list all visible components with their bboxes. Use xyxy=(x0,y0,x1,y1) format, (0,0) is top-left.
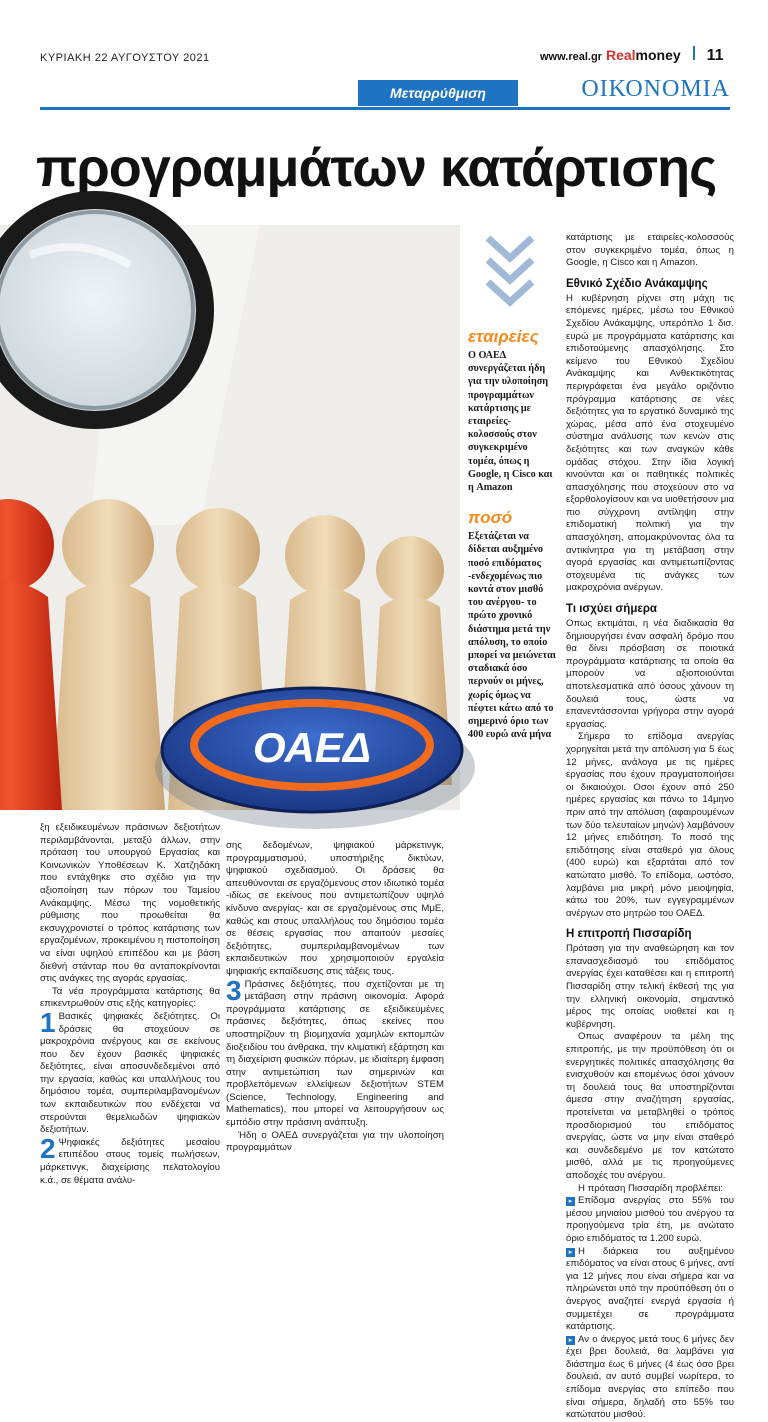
chevron-down-icon xyxy=(484,232,536,312)
paragraph: κατάρτισης με εταιρείες-κολοσσούς στον συγκεκριμένο τομέα, όπως η Google, η Cisco και η Amazon. xyxy=(566,232,734,269)
item-text: Πράσινες δεξιότητες, που σχετίζονται με τη μετάβαση στην πράσινη οικονομία. Αφορά προγράμματα κατάρτισης σε εξειδικευμένες πράσινες δεξιότητες, όπως εκείνες που υποστηρίζουν τη βιομηχανία χαμηλών εκπομπών διοξειδίου του άνθρακα, την κλιματική εξάρτηση και τη διαχείριση φυσικών πόρων, με ιδιαίτερη έμφαση στην αντιμετώπιση των σημερινών και προβλεπόμενων ελλείψεων δεξιοτήτων STEM (Science, Technology, Engineering and Mathematics), που μπορεί να λειτουργήσουν ως εμπόδιο στην πράσινη ανάπτυξη. xyxy=(226,978,444,1129)
section-rule xyxy=(40,107,730,110)
paragraph: Ήδη ο ΟΑΕΔ συνεργάζεται για την υλοποίηση προγραμμάτων xyxy=(226,1129,444,1154)
paragraph: Πρόταση για την αναθεώρηση και τον επανασχεδιασμό του επιδόματος ανεργίας έχει καταθέσει και η επιτροπή Πισσαρίδη στην τελική έκθεσή της για την ελληνική οικονομία, σημαντικό μέρος της οποίας υιοθετεί και η κυβέρνηση. xyxy=(566,943,734,1030)
paragraph: ξη εξειδικευμένων πράσινων δεξιοτήτων περιλαμβάνονται, μεταξύ άλλων, στην πρόταση του υπουργού Εργασίας και Κοινωνικών Υποθέσεων Κ. Χατζηδάκη που εντάχθηκε στο σχέδιο για την αξιοποίηση των πόρων του Ταμείου Ανάκαμψης. Μέσω της νομοθετικής ρύθμισης που προωθείται θα εκσυγχρονιστεί ο τρόπος κατάρτισης των εργαζομένων, προκειμένου η πιστοποίηση να είναι υψηλού επιπέδου και με βάση διεθνή στάνταρ που θα ανταποκρίνονται στις ανάγκες της αγοράς εργασίας. xyxy=(40,822,220,985)
numbered-item xyxy=(40,1006,220,1137)
callout-heading-amount: ποσό xyxy=(468,508,513,528)
item-text: Ψηφιακές δεξιότητες μεσαίου επιπέδου στους τομείς πωλήσεων, μάρκετινγκ, διαχείρισης πελατολογίου κ.ά., σε θέματα ανάλυ- xyxy=(40,1136,220,1186)
wooden-figure xyxy=(52,499,165,810)
brand-logo-money: money xyxy=(635,47,681,63)
callout-heading-companies: εταιρείες xyxy=(468,327,539,346)
numbered-item xyxy=(40,1132,220,1187)
magnifier-icon xyxy=(0,200,205,420)
site-url[interactable]: www.real.gr xyxy=(540,51,602,63)
numbered-item xyxy=(226,974,444,1130)
item-number: 2 xyxy=(40,1132,56,1164)
item-number: 1 xyxy=(40,1006,56,1038)
item-number: 3 xyxy=(226,974,242,1006)
bullet-text: Επίδομα ανεργίας στο 55% του μέσου μηνιαίου μισθού του ανέργου τα προηγούμενα τρία έτη, με ανώτατο όριο επιδόματος τα 1.200 ευρώ. xyxy=(566,1195,734,1244)
paragraph: Σήμερα το επίδομα ανεργίας χορηγείται μετά την απόλυση για 5 έως 12 μήνες, ανάλογα με τις ημέρες εργασίας που έχουν πραγματοποιήσει οι δικαιούχοι. Οσοι έχουν από 250 ημέρες εργασίας και πάνω το 14μηνο πριν από την απόλυση (αφαιρουμένων των δύο τελευταίων μηνών) λαμβάνουν 12 μήνες επιδότηση. Το ποσό της επιδότησης είναι σταθερό για όλους (400 ευρώ) και εξαρτάται από τον κατώτατο μισθό. Το επίδομα, ωστόσο, λαμβάνει μια μικρή μόνο μειοψηφία, κάτω του 20%, των εγγεγραμμένων ανέργων στο μητρώο του ΟΑΕΔ. xyxy=(566,731,734,919)
headline: προγραμμάτων κατάρτισης xyxy=(36,138,717,198)
paragraph: Οπως αναφέρουν τα μέλη της επιτροπής, με την προϋπόθεση ότι οι ενεργητικές πολιτικές απασχόλησης θα ενισχυθούν και επομένως όσοι χάνουν τη δουλειά τους θα υποστηρίζονται άμεσα στην αναζήτηση εργασίας, προτείνεται να μεταβληθεί ο τρόπος προσδιορισμού του επιδόματος ανεργίας, ώστε να μην είναι σταθερό και συνδεδεμένο με τον κατώτατο μισθό, αλλά με τις προηγούμενες αποδοχές του ανέργου. xyxy=(566,1031,734,1181)
callout-text-amount: Εξετάζεται να δίδεται αυξημένο ποσό επιδόματος -ενδεχομένως πιο κοντά στον μισθό του ανέργου- το πρώτο χρονικό διάστημα μετά την απόλυση, το οποίο μπορεί να μειώνεται σταδιακά όσο περνούν οι μήνες, χωρίς όμως να πέφτει κάτω από το σημερινό όριο των 400 ευρώ ανά μήνα xyxy=(468,531,556,741)
article-photo xyxy=(0,225,460,810)
oaed-logo-text: ΟΑΕΔ xyxy=(252,724,372,771)
paragraph: Η πρόταση Πισσαρίδη προβλέπει: xyxy=(578,1182,724,1194)
item-text: Βασικές ψηφιακές δεξιότητες. Οι δράσεις θα στοχεύουν σε μακροχρόνια ανέργους και σε εκείνους που δεν έχουν βασικές ψηφιακές δεξιότητες, είναι αποσυνδεδεμένοι από την εργασία, καθώς και υπαλλήλους του δημόσιου τομέα, συμπεριλαμβανομένων των εκπαιδευτικών που ενδέχεται να στερούνται θεμελιωδών ψηφιακών δεξιοτήτων. xyxy=(40,1010,220,1136)
page-number: 11 xyxy=(706,47,724,64)
brand-logo xyxy=(606,47,681,63)
bullet-item xyxy=(566,1195,734,1245)
right-column xyxy=(566,232,734,1422)
section-bar xyxy=(40,76,730,106)
subheading-current-state: Τι ισχύει σήμερα xyxy=(566,603,658,616)
oaed-badge xyxy=(155,688,475,829)
bullet-square-icon: ▸ xyxy=(566,1336,575,1345)
photo-illustration xyxy=(0,225,460,810)
sidebar-callouts xyxy=(468,232,556,741)
callout-text-companies: Ο ΟΑΕΔ συνεργάζεται ήδη για την υλοποίηση προγραμμάτων κατάρτισης με εταιρείες-κολοσσούς στον συγκεκριμένο τομέα, όπως η Google, η Cisco και η Amazon xyxy=(468,350,553,494)
bottom-middle-column xyxy=(226,840,444,1155)
subheading-pissarides-committee: Η επιτροπή Πισσαρίδη xyxy=(566,928,692,941)
issue-date: ΚΥΡΙΑΚΗ 22 ΑΥΓΟΥΣΤΟΥ 2021 xyxy=(40,52,210,64)
bullet-square-icon: ▸ xyxy=(566,1248,575,1257)
bullet-text: Αν ο άνεργος μετά τους 6 μήνες δεν έχει βρει δουλειά, θα λαμβάνει για διάστημα έως 6 μήνες (4 έως όσο βρει δουλειά, αν αυτό συμβεί νωρίτερα, το επίδομα ανεργίας στο επίπεδο που είναι σήμερα, δηλαδή στο 55% του κατώτατου μισθού. xyxy=(566,1333,734,1421)
paragraph: σης δεδομένων, ψηφιακού μάρκετινγκ, προγραμματισμού, υποστήριξης δικτύων, ψηφιακού σχεδιασμού. Οι δράσεις θα απευθύνονται σε εργαζόμενους στον ιδιωτικό τομέα -ιδίως σε εκείνους που αντιμετωπίζουν υψηλό κίνδυνο ανεργίας- και σε εργαζομένους στις ΜμΕ, καθώς και στους υπαλλήλους του δημόσιου τομέα σε θέσεις εργασίας που απαιτούν μεσαίες δεξιότητες, συμπεριλαμβανομένων των εκπαιδευτικών που χρησιμοποιούν εργαλεία ψηφιακής εκπαίδευσης στις τάξεις τους. xyxy=(226,840,444,977)
section-name: ΟΙΚΟΝΟΜΙΑ xyxy=(581,76,730,102)
brand-logo-real: Real xyxy=(605,47,636,63)
subheading-recovery-plan: Εθνικό Σχέδιο Ανάκαμψης xyxy=(566,277,708,290)
paragraph: Η κυβέρνηση ρίχνει στη μάχη τις επόμενες ημέρες, μέσω του Εθνικού Σχεδίου Ανάκαμψης, υπερόπλο 1 δισ. ευρώ με προγράμματα κατάρτισης και επιδοτούμενης απασχόλησης. Στο κείμενο του Εθνικού Σχεδίου Ανάκαμψης και Ανθεκτικότητας περιγράφεται ένα μεγάλο οριζόντιο πρόγραμμα κατάρτισης σε νέες δεξιότητες για το εργατικό δυναμικό της χώρας, μέσα από ένα στοχευμένο σύστημα ανάλυσης των κενών στις δεξιότητες και των αναγκών κάθε ομάδας στόχου. Στην ίδια λογική κινούνται και οι παθητικές πολιτικές απασχόλησης που στοχεύουν στο να εξορθολογίσουν και να υιοθετήσουν μια πιο σύγχρονη αντίληψη στην επιδοματική πολιτική για την απασχόληση, απομακρύνοντας όλα τα αντικίνητρα για τη μετάβαση στην αγορά εργασίας και αντιμετωπίζοντας στοχευμένα τις ανάγκες των μακροχρόνια ανέργων. xyxy=(566,292,734,594)
header-divider xyxy=(693,46,695,60)
bullet-square-icon: ▸ xyxy=(566,1197,575,1206)
section-tag: Μεταρρύθμιση xyxy=(358,80,518,106)
paragraph: Τα νέα προγράμματα κατάρτισης θα επικεντρωθούν στις εξής κατηγορίες: xyxy=(40,985,220,1010)
bullet-item xyxy=(566,1334,734,1422)
header-right xyxy=(540,46,724,65)
bullet-item xyxy=(566,1246,734,1334)
bottom-left-column xyxy=(40,822,220,1187)
paragraph: Οπως εκτιμάται, η νέα διαδικασία θα δημιουργήσει έναν ασφαλή δρόμο που θα δίνει πρόσβαση σε ποιοτικά προγράμματα κατάρτισης τα οποία θα μπορούν να αξιοποιούνται αποτελεσματικά από όσους χάνουν τη δουλειά τους, ώστε να επανεντάσσονται γρήγορα στην αγορά εργασίας. xyxy=(566,618,734,730)
bullet-text: Η διάρκεια του αυξημένου επιδόματος να είναι στους 6 μήνες, αντί για 12 μήνες που είναι σήμερα και να πληρώνεται υπό την προϋπόθεση ότι ο άνεργος αναζητεί ενεργά εργασία ή συμμετέχει σε προγράμματα κατάρτισης. xyxy=(566,1245,734,1333)
